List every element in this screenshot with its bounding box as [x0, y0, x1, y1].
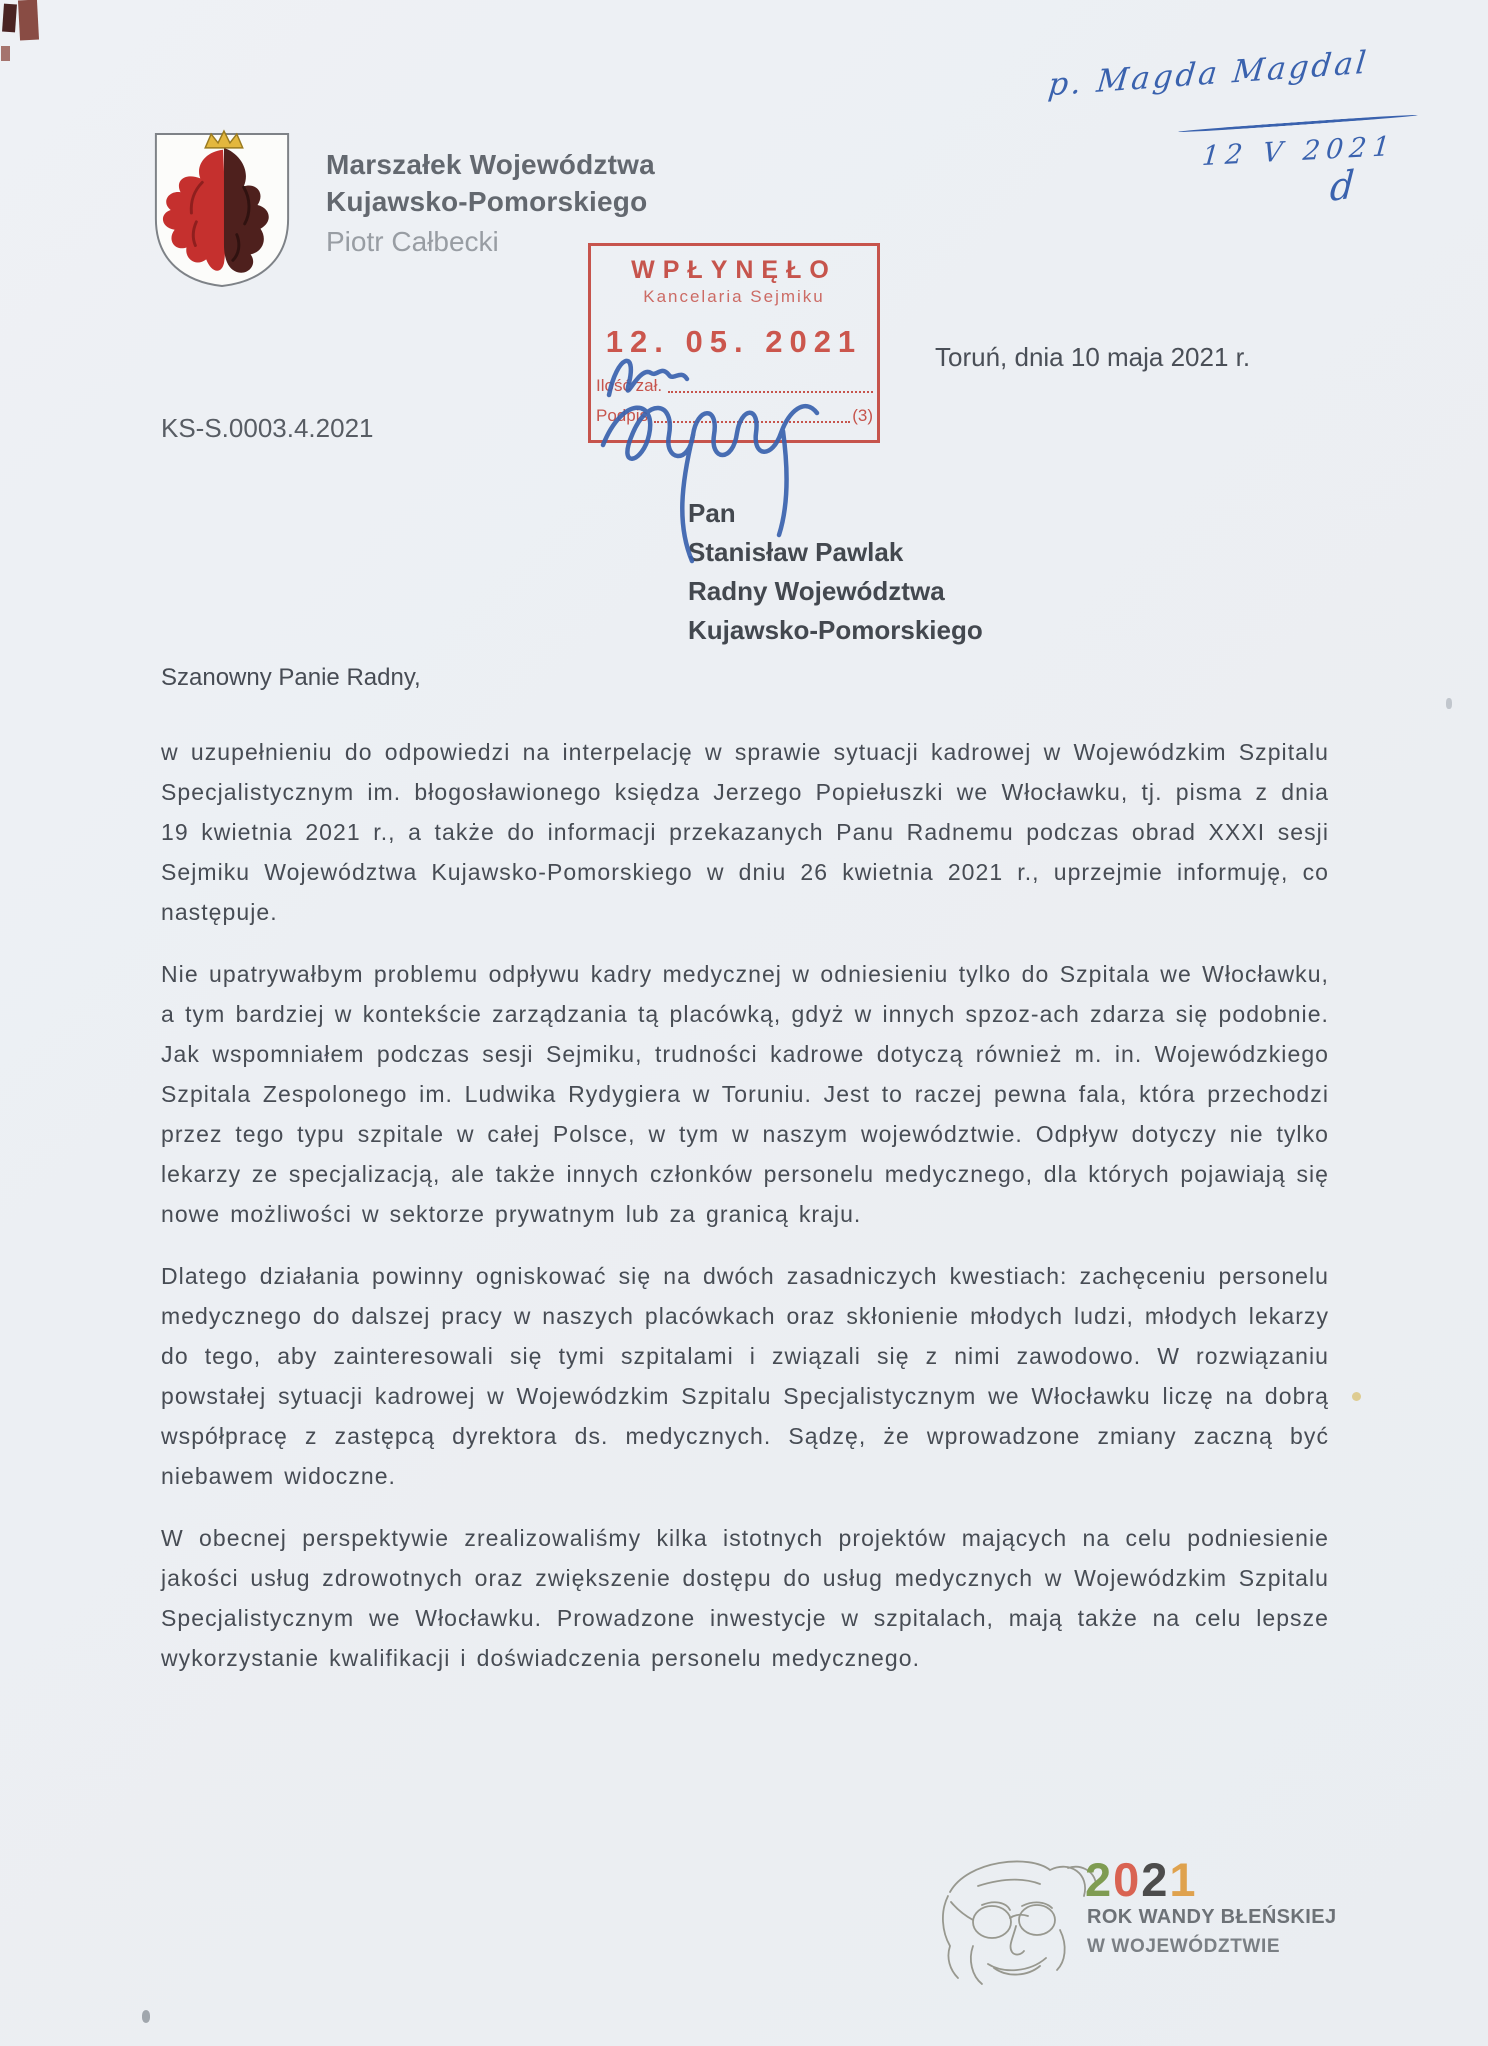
- footer-campaign-line2: W WOJEWÓDZTWIE: [1087, 1936, 1281, 1957]
- recipient-line: Pan: [688, 498, 736, 528]
- body-paragraph: Nie upatrywałbym problemu odpływu kadry medycznej w odniesieniu tylko do Szpitala we Włocławku, a tym bardziej w kontekście zarządzania tą placówką, gdyż w innych spzoz-ach zdarza się podobnie. Jak wspomniałem podczas sesji Sejmiku, trudności kadrowe dotyczą również m. in. Wojewódzkiego Szpitala Zespolonego im. Ludwika Rydygiera w Toruniu. Jest to raczej pewna fala, która przechodzi przez tego typu szpitale w całej Polsce, w tym w naszym województwie. Odpływ dotyczy nie tylko lekarzy ze specjalizacją, ale także innych członków personelu medycznego, dla których pojawiają się nowe możliwości w sektorze prywatnym lub za granicą kraju.: [161, 961, 1329, 1227]
- stamp-attachments-label: Ilość zał.: [596, 376, 663, 395]
- sender-title-line1: Marszałek Województwa: [326, 149, 655, 180]
- footer-year-digit: 1: [1169, 1853, 1198, 1906]
- stamp-received-label: WPŁYNĘŁO: [631, 256, 837, 284]
- footer-campaign-line1: ROK WANDY BŁEŃSKIEJ: [1087, 1906, 1337, 1928]
- voivodeship-coat-of-arms-icon: [148, 128, 296, 291]
- recipient-line: Radny Województwa: [688, 576, 945, 606]
- reference-number: KS-S.0003.4.2021: [161, 413, 374, 443]
- recipient-line: Kujawsko-Pomorskiego: [688, 615, 983, 645]
- handwritten-note-text: p. Magda Magdal: [1046, 44, 1371, 104]
- scan-artifact: [2, 4, 17, 33]
- recipient-line: Stanisław Pawlak: [688, 537, 904, 567]
- stamp-office-label: Kancelaria Sejmiku: [643, 287, 825, 306]
- body-paragraph: W obecnej perspektywie zrealizowaliśmy kilka istotnych projektów mających na celu podniesienie jakości usług zdrowotnych oraz zwiększenie dostępu do usług medycznych w Wojewódzkim Szpitalu Specjalistycznym we Włocławku. Prowadzone inwestycje w szpitalach, mają także na celu lepsze wykorzystanie kwalifikacji i doświadczenia personelu medycznego.: [161, 1525, 1329, 1671]
- letter-body: [161, 664, 1329, 1700]
- salutation: Szanowny Panie Radny,: [161, 664, 421, 691]
- body-paragraph: Dlatego działania powinny ogniskować się na dwóch zasadniczych kwestiach: zachęceniu personelu medycznego do dalszej pracy w naszych placówkach oraz skłonienie młodych ludzi, młodych lekarzy do tego, aby zainteresowali się tymi szpitalami i związali się z nimi zawodowo. W rozwiązaniu powstałej sytuacji kadrowej w Wojewódzkim Szpitalu Specjalistycznym we Włocławku liczę na dobrą współpracę z zastępcą dyrektora ds. medycznych. Sądzę, że wprowadzone zmiany zaczną być niebawem widoczne.: [161, 1263, 1329, 1489]
- scan-artifact: [142, 2010, 150, 2023]
- stamp-signature-label: Podpis: [596, 406, 648, 425]
- handwritten-flourish: d: [1328, 161, 1356, 211]
- stamp-signature-suffix: (3): [852, 406, 873, 425]
- footer-year-digit: 0: [1113, 1853, 1142, 1906]
- scan-artifact: [1446, 698, 1452, 709]
- scan-artifact: [1, 46, 10, 61]
- handwritten-date: 12 V 2021: [1200, 130, 1397, 173]
- body-paragraph: w uzupełnieniu do odpowiedzi na interpelację w sprawie sytuacji kadrowej w Wojewódzkim Szpitalu Specjalistycznym im. błogosławionego księdza Jerzego Popiełuszki we Włocławku, tj. pisma z dnia 19 kwietnia 2021 r., a także do informacji przekazanych Panu Radnemu podczas obrad XXXI sesji Sejmiku Województwa Kujawsko-Pomorskiego w dniu 26 kwietnia 2021 r., uprzejmie informuję, co następuje.: [161, 739, 1329, 925]
- scan-artifact: [18, 0, 39, 40]
- footer-year-digit: 2: [1085, 1853, 1114, 1906]
- scan-artifact: [1352, 1392, 1361, 1401]
- handwritten-underline: [1178, 114, 1418, 134]
- sender-title-line2: Kujawsko-Pomorskiego: [326, 186, 648, 217]
- place-date: Toruń, dnia 10 maja 2021 r.: [935, 342, 1251, 372]
- sender-name: Piotr Całbecki: [326, 226, 499, 257]
- stamp-date: 12. 05. 2021: [605, 324, 863, 359]
- footer-year-digit: 2: [1141, 1853, 1170, 1906]
- footer-year: [1085, 1852, 1198, 1907]
- ink-signature: [595, 333, 855, 573]
